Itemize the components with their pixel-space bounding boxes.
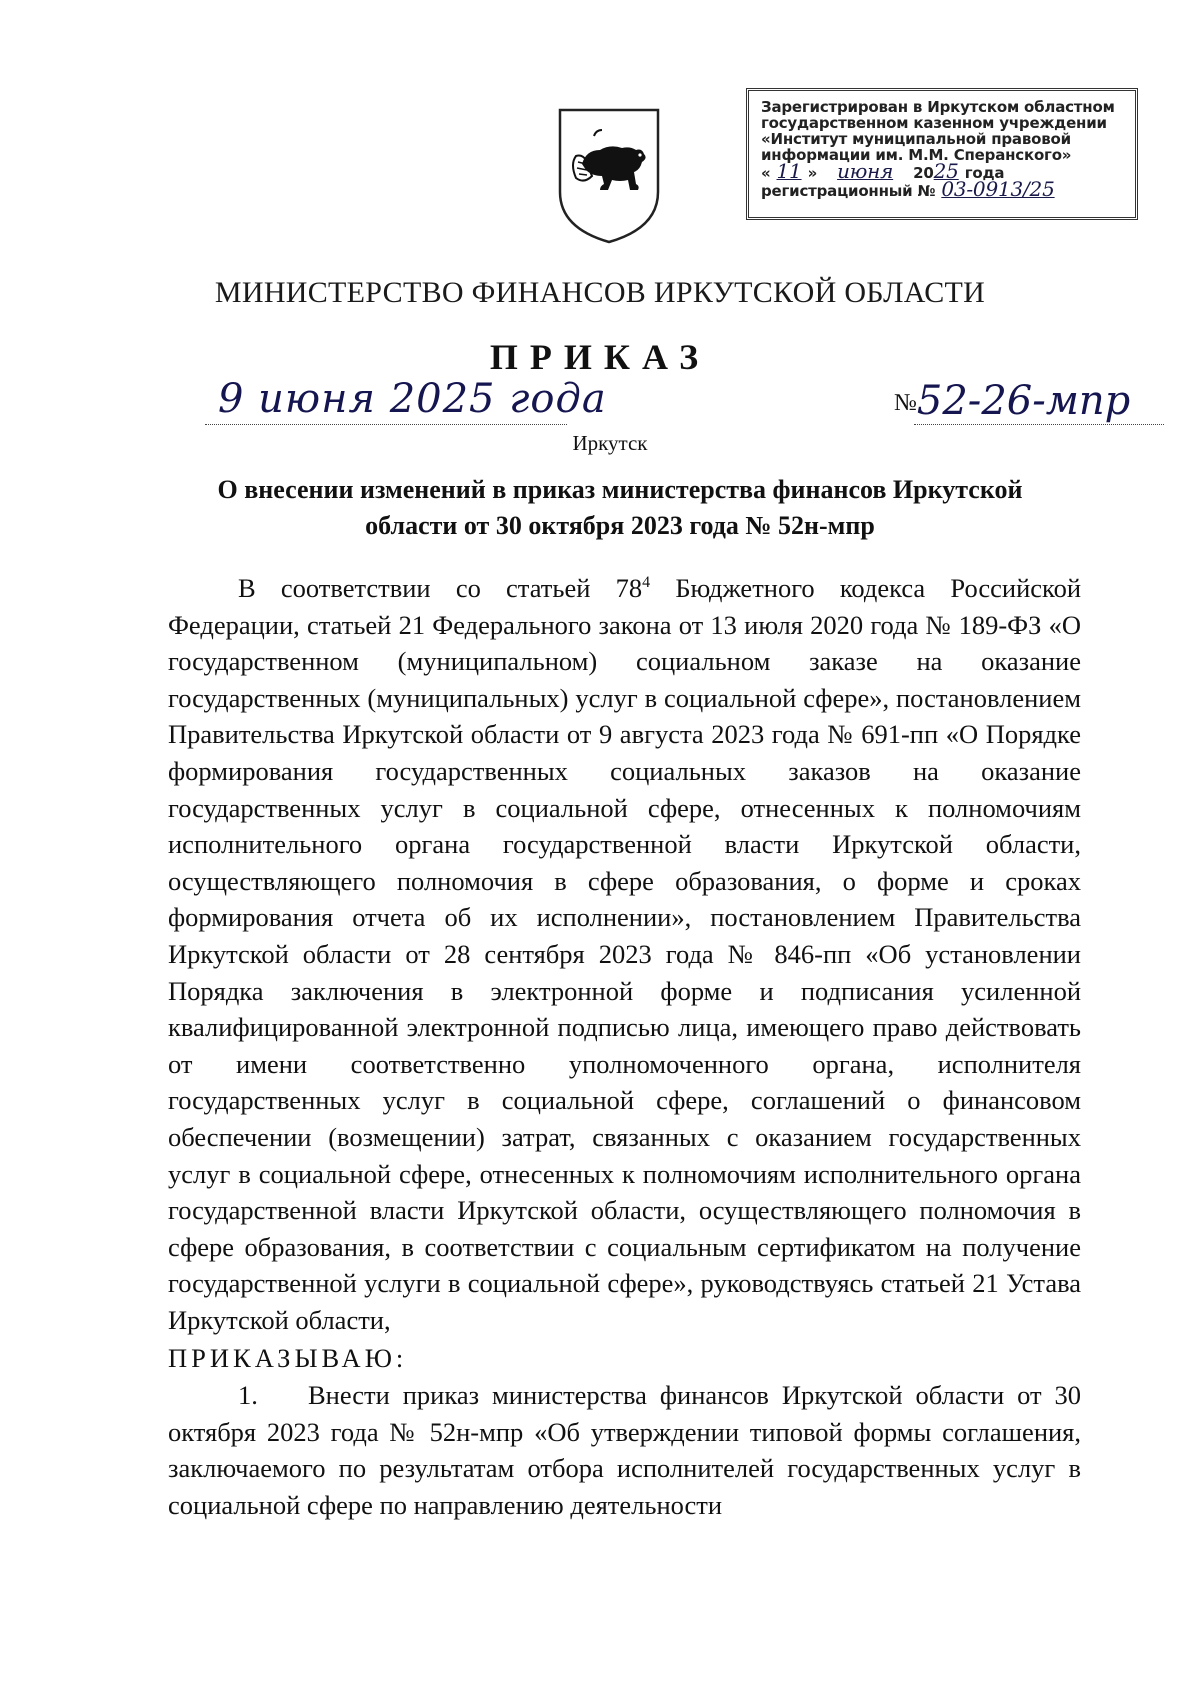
document-type: ПРИКАЗ (489, 337, 711, 377)
stamp-reg-row (761, 177, 1125, 201)
stamp-line: информации им. М.М. Сперанского» (761, 147, 1072, 163)
registration-stamp (746, 88, 1138, 220)
document-subject: О внесении изменений в приказ министерства финансов Иркутской области от 30 октября 2023 года № 52н-мпр (217, 475, 1023, 540)
stamp-reg-label: регистрационный № (761, 182, 936, 200)
stamp-line: государственном казенном учреждении (761, 115, 1107, 131)
ministry-name: МИНИСТЕРСТВО ФИНАНСОВ ИРКУТСКОЙ ОБЛАСТИ (214, 276, 986, 309)
stamp-quote-open: « (761, 164, 771, 182)
coat-of-arms-icon (556, 106, 662, 246)
stamp-date-day: 11 (776, 159, 802, 183)
order-item (168, 1377, 1081, 1523)
item-text: Внести приказ министерства финансов Иркутской области от 30 октября 2023 года № 52н-мпр «Об утверждении типовой формы соглашения, заключаемого по результатам отбора исполнителей государственных услуг в социальной сфере по направлению деятельности (168, 1380, 1081, 1520)
number-sign: № (894, 390, 917, 416)
preamble-paragraph (168, 570, 1081, 1338)
stamp-year-suffix: 25 (933, 159, 959, 183)
date-underline (205, 424, 567, 425)
stamp-year-word: года (964, 164, 1005, 182)
handwritten-number: 52-26-мпр (916, 378, 1131, 424)
preamble-start: В соответствии со статьей 78 (238, 573, 643, 603)
preamble-rest: Бюджетного кодекса Российской Федерации, статьей 21 Федерального закона от 13 июля 2020 года № 189-ФЗ «О государственном (муниципальном) социальном заказе на оказание государственных (муниципальных) услуг в социальной сфере», постановлением Правительства Иркутской области от 9 августа 2023 года № 691-пп «О Порядке формирования государственных социальных заказов на оказание государственных услуг в социальной сфере, отнесенных к полномочиям исполнительного органа государственной власти Иркутской области, осуществляющего полномочия в сфере образования, о форме и сроках формирования отчета об их исполнении», постановлением Правительства Иркутской области от 28 сентября 2023 года № 846-пп «Об установлении Порядка заключения в электронной форме и подписания усиленной квалифицированной электронной подписью лица, имеющего право действовать от имени соответственно уполномоченного органа, исполнителя государственных услуг в социальной сфере, соглашений о финансовом обеспечении (возмещении) затрат, связанных с оказанием государственных услуг в социальной сфере, отнесенных к полномочиям исполнительного органа государственной власти Иркутской области, осуществляющего полномочия в сфере образования, в соответствии с социальным сертификатом на получение государственной услуги в социальной сфере», руководствуясь статьей 21 Устава Иркутской области, (168, 573, 1081, 1335)
order-verb: ПРИКАЗЫВАЮ: (168, 1343, 408, 1374)
number-underline (914, 424, 1164, 425)
city: Иркутск (572, 431, 648, 455)
stamp-line: «Институт муниципальной правовой (761, 131, 1071, 147)
stamp-quote-close: » (807, 164, 818, 182)
article-superscript: 4 (642, 574, 651, 592)
stamp-year-prefix: 20 (913, 164, 934, 182)
order-number (894, 378, 1194, 424)
item-number: 1. (238, 1380, 258, 1411)
stamp-date-month: июня (837, 159, 894, 183)
stamp-reg-number: 03-0913/25 (941, 177, 1055, 201)
handwritten-date: 9 июня 2025 года (218, 376, 607, 422)
document-body (168, 570, 1081, 1523)
stamp-line: Зарегистрирован в Иркутском областном (761, 99, 1115, 115)
